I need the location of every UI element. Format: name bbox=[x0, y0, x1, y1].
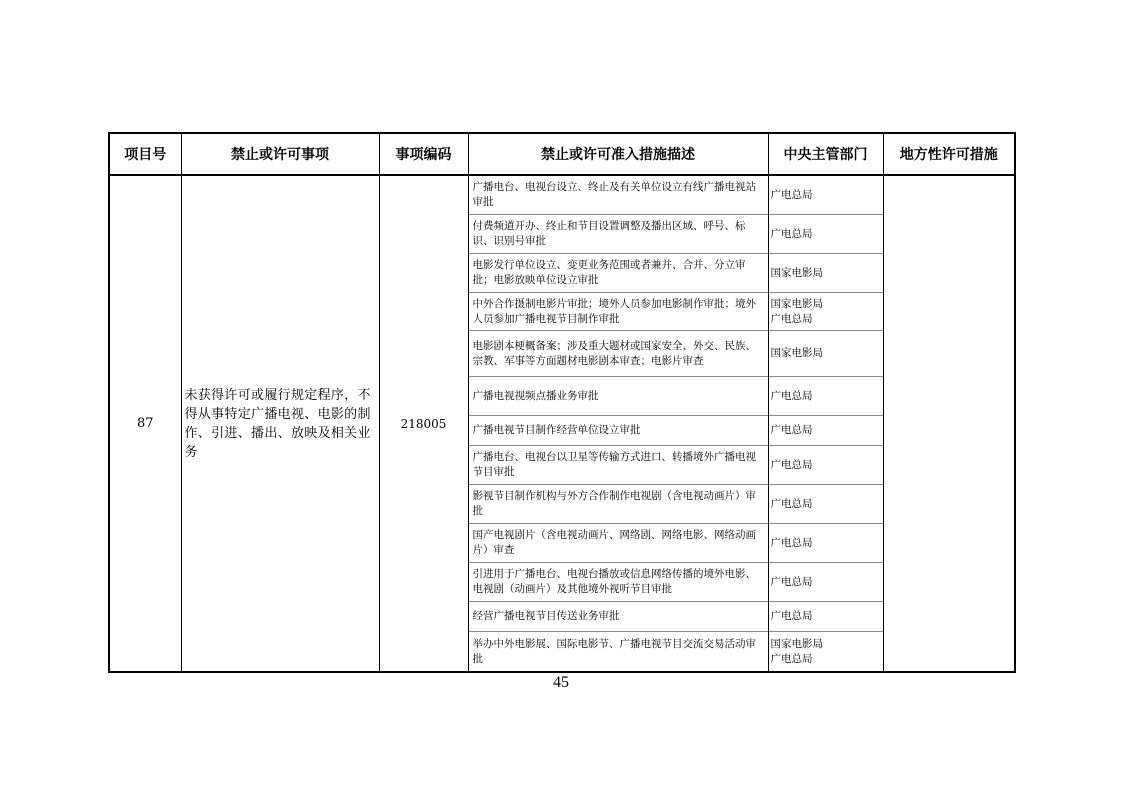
department-name: 广电总局 bbox=[770, 536, 813, 549]
measure-department bbox=[769, 215, 883, 254]
measure-description: 经营广播电视节目传送业务审批 bbox=[469, 602, 768, 632]
department-name: 广电总局 bbox=[770, 424, 813, 436]
measure-description: 国产电视剧片（含电视动画片、网络剧、网络电影、网络动画片）审查 bbox=[469, 524, 768, 563]
measure-description: 电影发行单位设立、变更业务范围或者兼并、合并、分立审批；电影放映单位设立审批 bbox=[469, 254, 768, 293]
measure-description: 中外合作摄制电影片审批；境外人员参加电影制作审批；境外人员参加广播电视节目制作审批 bbox=[469, 293, 768, 331]
measure-description: 广播电视视频点播业务审批 bbox=[469, 377, 768, 416]
page-number: 45 bbox=[553, 674, 569, 691]
local-measures bbox=[883, 175, 1015, 672]
measure-description: 电影剧本梗概备案；涉及重大题材或国家安全、外交、民族、宗教、军事等方面题材电影剧本审查；电影片审查 bbox=[469, 331, 768, 377]
measure-department bbox=[769, 176, 883, 215]
measure-department bbox=[769, 377, 883, 416]
measure-department bbox=[769, 331, 883, 377]
measure-description: 广播电视节目制作经营单位设立审批 bbox=[469, 416, 768, 446]
department-name: 广电总局 bbox=[770, 575, 813, 588]
department-name: 广电总局 bbox=[770, 458, 813, 471]
header-row bbox=[109, 133, 1015, 175]
measure-department bbox=[769, 446, 883, 485]
measure-description: 广播电台、电视台以卫星等传输方式进口、转播境外广播电视节目审批 bbox=[469, 446, 768, 485]
department-name: 广电总局 bbox=[770, 227, 813, 240]
department-list bbox=[769, 176, 883, 671]
department-name: 国家电影局 bbox=[770, 637, 823, 650]
department-name: 国家电影局 bbox=[770, 297, 823, 310]
measure-list bbox=[469, 176, 768, 671]
header-local-measures: 地方性许可措施 bbox=[883, 133, 1015, 175]
measure-department bbox=[769, 563, 883, 602]
measure-department bbox=[769, 602, 883, 632]
item-number: 87 bbox=[109, 175, 181, 672]
measure-department bbox=[769, 485, 883, 524]
department-name: 国家电影局 bbox=[770, 266, 823, 279]
measure-department bbox=[769, 524, 883, 563]
central-departments bbox=[768, 175, 883, 672]
department-name: 广电总局 bbox=[770, 389, 813, 402]
header-item: 禁止或许可事项 bbox=[181, 133, 379, 175]
measure-department bbox=[769, 254, 883, 293]
measure-department bbox=[769, 416, 883, 446]
department-name: 广电总局 bbox=[770, 188, 813, 201]
measure-department bbox=[769, 632, 883, 671]
measure-description: 举办中外电影展、国际电影节、广播电视节目交流交易活动审批 bbox=[472, 637, 756, 665]
measure-descriptions bbox=[468, 175, 768, 672]
header-item-number: 项目号 bbox=[109, 133, 181, 175]
item-text: 未获得许可或履行规定程序，不得从事特定广播电视、电影的制作、引进、播出、放映及相关业务 bbox=[181, 175, 379, 672]
department-name: 国家电影局 bbox=[770, 347, 823, 359]
department-name: 广电总局 bbox=[770, 312, 813, 325]
measure-description: 影视节目制作机构与外方合作制作电视剧（含电视动画片）审批 bbox=[469, 485, 768, 524]
department-name: 广电总局 bbox=[770, 610, 813, 622]
measure-department bbox=[769, 293, 883, 331]
department-name: 广电总局 bbox=[770, 652, 813, 665]
measure-description: 引进用于广播电台、电视台播放或信息网络传播的境外电影、电视剧（动画片）及其他境外视听节目审批 bbox=[469, 563, 768, 602]
permit-table bbox=[108, 132, 1016, 673]
department-name: 广电总局 bbox=[770, 497, 813, 510]
measure-description: 付费频道开办、终止和节目设置调整及播出区域、呼号、标识、识别号审批 bbox=[469, 215, 768, 254]
header-central-department: 中央主管部门 bbox=[768, 133, 883, 175]
header-code: 事项编码 bbox=[379, 133, 468, 175]
table-row bbox=[109, 175, 1015, 672]
item-code: 218005 bbox=[379, 175, 468, 672]
header-measure-description: 禁止或许可准入措施描述 bbox=[468, 133, 768, 175]
measure-description: 广播电台、电视台设立、终止及有关单位设立有线广播电视站审批 bbox=[469, 176, 768, 215]
